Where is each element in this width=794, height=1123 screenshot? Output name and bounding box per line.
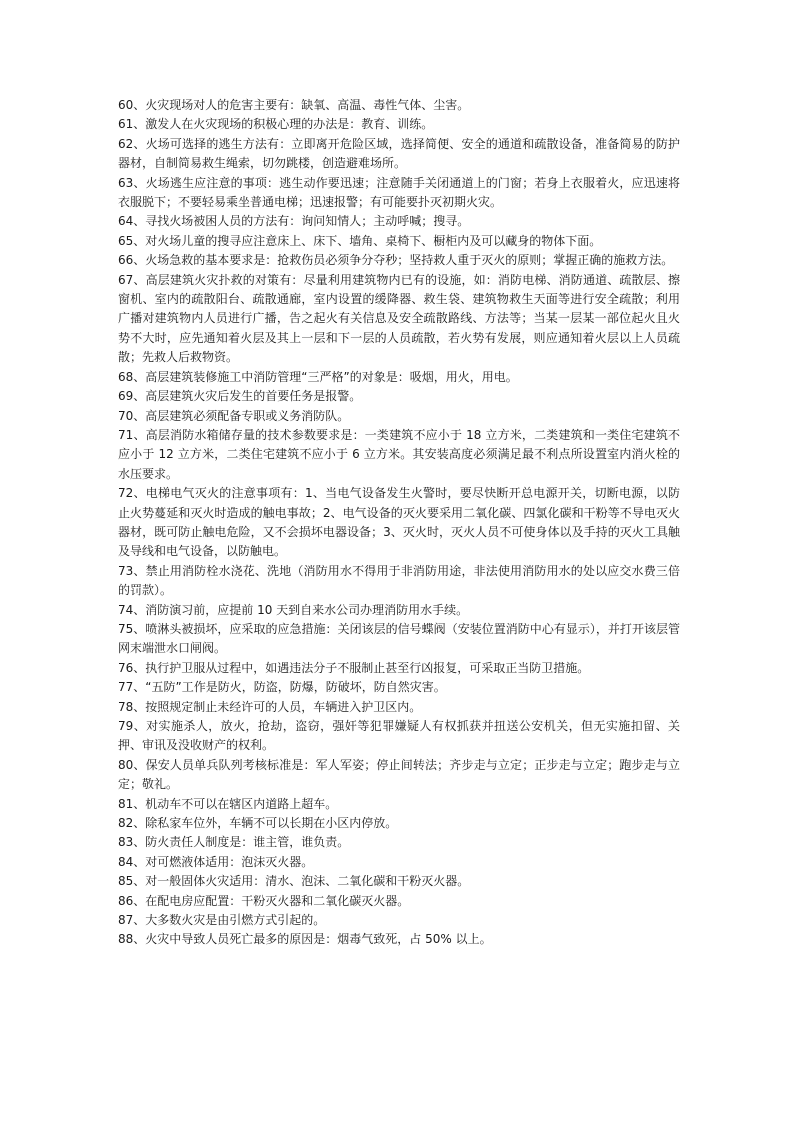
list-item: 63、火场逃生应注意的事项：逃生动作要迅速；注意随手关闭通道上的门窗；若身上衣服着火，应迅速将衣服脱下；不要轻易乘坐普通电梯；迅速报警；有可能要扑灭初期火灾。 [118,175,680,210]
list-item: 73、禁止用消防栓水浇花、洗地（消防用水不得用于非消防用途，非法使用消防用水的处以应交水费三倍的罚款）。 [118,563,680,598]
list-item: 75、喷淋头被损坏，应采取的应急措施：关闭该层的信号蝶阀（安装位置消防中心有显示），并打开该层管网末端泄水口闸阀。 [118,621,680,656]
list-item: 65、对火场儿童的搜寻应注意床上、床下、墙角、桌椅下、橱柜内及可以藏身的物体下面。 [118,233,602,248]
list-item: 82、除私家车位外，车辆不可以长期在小区内停放。 [118,816,398,831]
list-item: 77、“五防”工作是防火，防盗，防爆，防破坏，防自然灾害。 [118,680,446,695]
document-body [118,96,680,950]
list-item: 74、消防演习前，应提前 10 天到自来水公司办理消防用水手续。 [118,602,469,617]
list-item: 68、高层建筑装修施工中消防管理“三严格”的对象是：吸烟，用火，用电。 [118,369,518,384]
list-item: 60、火灾现场对人的危害主要有：缺氧、高温、毒性气体、尘害。 [118,98,470,112]
list-item: 67、高层建筑火灾扑救的对策有：尽量利用建筑物内已有的设施，如：消防电梯、消防通道、疏散层、擦窗机、室内的疏散阳台、疏散通廊，室内设置的缓降器、救生袋、建筑物救生天面等进行安全疏散；利用广播对建筑物内人员进行广播，告之起火有关信息及安全疏散路线、方法等；当某一层某一部位起火且火势不大时，应先通知着火层及其上一层和下一层的人员疏散，若火势有发展，则应通知着火层以上人员疏散；先救人后救物资。 [118,272,680,365]
list-item: 70、高层建筑必须配备专职或义务消防队。 [118,408,350,423]
list-item: 79、对实施杀人，放火，抢劫，盗窃，强奸等犯罪嫌疑人有权抓获并扭送公安机关，但无实施扣留、关押、审讯及没收财产的权利。 [118,719,680,753]
list-item: 78、按照规定制止未经许可的人员，车辆进入护卫区内。 [118,699,422,714]
list-item: 72、电梯电气灭火的注意事项有：1、当电气设备发生火警时，要尽快断开总电源开关，切断电源，以防止火势蔓延和灭火时造成的触电事故；2、电气设备的灭火要采用二氧化碳、四氯化碳和干粉等不导电灭火器材，既可防止触电危险，又不会损坏电器设备；3、灭火时，灭火人员不可使身体以及手持的灭火工具触及导线和电气设备，以防触电。 [118,486,680,559]
list-item: 88、火灾中导致人员死亡最多的原因是：烟毒气致死，占 50% 以上。 [118,932,492,947]
list-item: 85、对一般固体火灾适用：清水、泡沫、二氧化碳和干粉灭火器。 [118,874,470,889]
list-item: 61、激发人在火灾现场的积极心理的办法是：教育、训练。 [118,117,434,132]
list-item: 86、在配电房应配置：干粉灭火器和二氧化碳灭火器。 [118,893,410,908]
list-item: 64、寻找火场被困人员的方法有：询问知情人；主动呼喊；搜寻。 [118,214,470,229]
list-item: 62、火场可选择的逃生方法有：立即离开危险区域，选择简便、安全的通道和疏散设备，准备简易的防护器材，自制简易救生绳索，切勿跳楼，创造避难场所。 [118,136,680,171]
list-item: 66、火场急救的基本要求是：抢救伤员必须争分夺秒；坚持救人重于灭火的原则；掌握正确的施救方法。 [118,253,674,268]
list-item: 76、执行护卫服从过程中，如遇违法分子不服制止甚至行凶报复，可采取正当防卫措施。 [118,660,590,675]
list-item: 69、高层建筑火灾后发生的首要任务是报警。 [118,389,362,404]
list-item: 87、大多数火灾是由引燃方式引起的。 [118,913,326,928]
list-item: 71、高层消防水箱储存量的技术参数要求是：一类建筑不应小于 18 立方米，二类建筑和一类住宅建筑不应小于 12 立方米，二类住宅建筑不应小于 6 立方米。其安装高度必须满足最不利点所设置室内消火栓的水压要求。 [118,427,680,481]
list-item: 84、对可燃液体适用：泡沫灭火器。 [118,854,314,869]
list-item: 80、保安人员单兵队列考核标准是：军人军姿；停止间转法；齐步走与立定；正步走与立定；跑步走与立定；敬礼。 [118,757,680,792]
list-item: 81、机动车不可以在辖区内道路上超车。 [118,796,338,811]
list-item: 83、防火责任人制度是：谁主管，谁负责。 [118,835,350,850]
